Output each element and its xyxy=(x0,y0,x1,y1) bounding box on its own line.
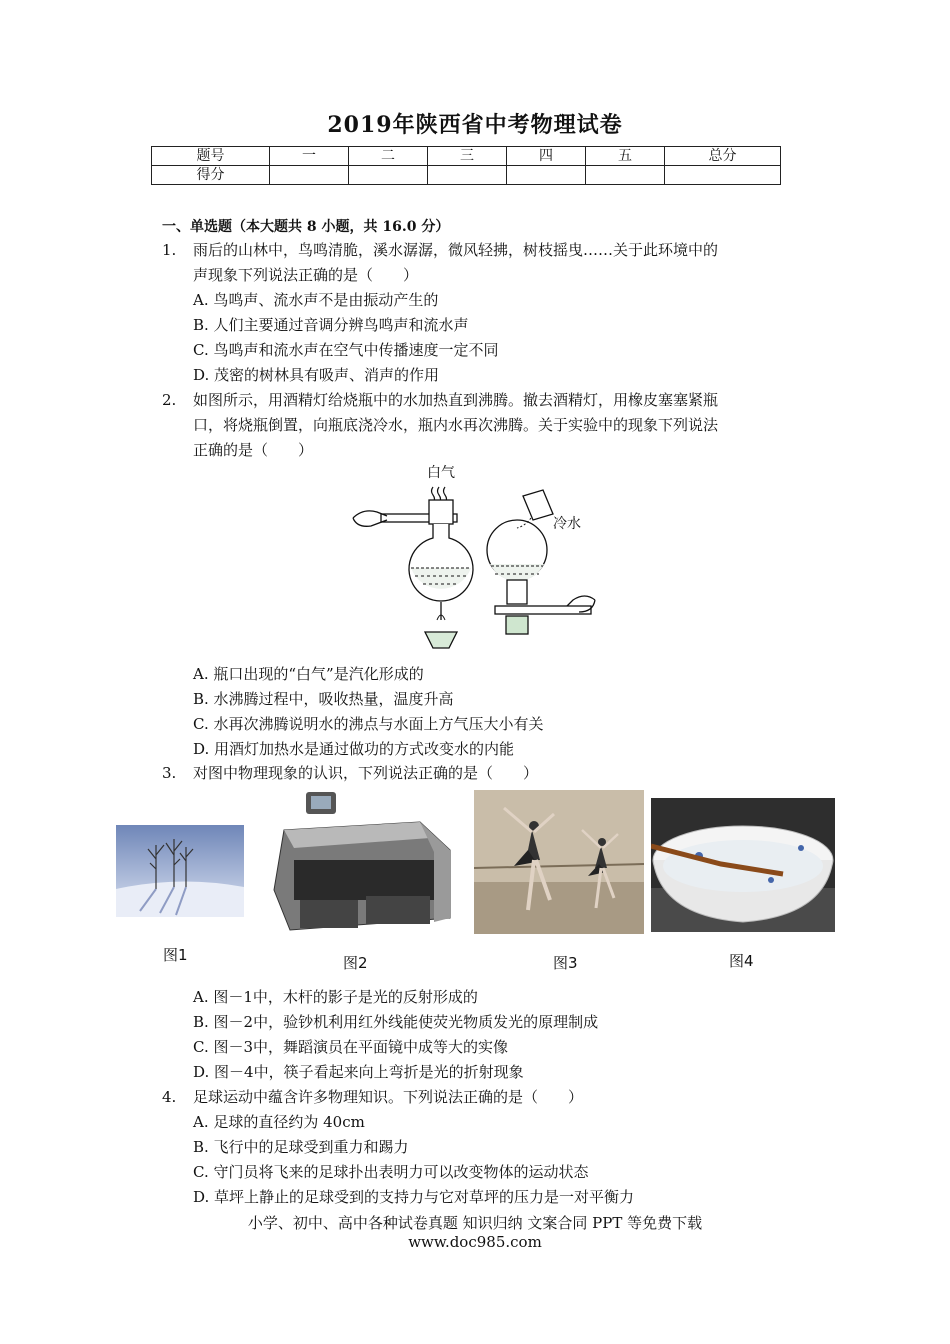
option-a: A. 鸟鸣声、流水声不是由振动产生的 xyxy=(193,291,439,309)
score-header-cell: 一 xyxy=(270,147,349,166)
question-number: 3. xyxy=(162,764,177,782)
figure-caption: 图3 xyxy=(553,954,578,972)
figure-caption: 图2 xyxy=(343,954,368,972)
hand-icon xyxy=(353,511,387,526)
score-header-cell: 总分 xyxy=(665,147,781,166)
option-d: D. 用酒灯加热水是通过做功的方式改变水的内能 xyxy=(193,740,515,758)
figure-caption: 图4 xyxy=(729,952,754,970)
flask-right-icon xyxy=(487,520,547,634)
score-header-cell: 五 xyxy=(586,147,665,166)
option-d: D. 草坪上静止的足球受到的支持力与它对草坪的压力是一对平衡力 xyxy=(193,1188,635,1206)
question-number: 1. xyxy=(162,241,177,259)
footer-text: 小学、初中、高中各种试卷真题 知识归纳 文案合同 PPT 等免费下载 xyxy=(247,1214,703,1232)
question-number: 4. xyxy=(162,1088,177,1106)
question-text-line: 声现象下列说法正确的是（ ） xyxy=(193,266,419,284)
flask-experiment-figure xyxy=(345,460,605,660)
option-b: B. 飞行中的足球受到重力和踢力 xyxy=(193,1138,409,1156)
flask-left-icon xyxy=(409,500,473,620)
score-cell xyxy=(428,166,507,185)
option-b: B. 人们主要通过音调分辨鸟鸣声和流水声 xyxy=(193,316,469,334)
score-header-cell: 四 xyxy=(507,147,586,166)
question-text-line: 如图所示，用酒精灯给烧瓶中的水加热直到沸腾。撤去酒精灯，用橡皮塞塞紧瓶 xyxy=(193,391,719,409)
score-header-row xyxy=(152,147,781,166)
score-cell xyxy=(270,166,349,185)
option-c: C. 图－3中，舞蹈演员在平面镜中成等大的实像 xyxy=(193,1038,509,1056)
score-cell xyxy=(349,166,428,185)
option-a: A. 瓶口出现的“白气”是汽化形成的 xyxy=(193,665,424,683)
option-c: C. 鸟鸣声和流水声在空气中传播速度一定不同 xyxy=(193,341,499,359)
question-text: 对图中物理现象的认识，下列说法正确的是（ ） xyxy=(193,764,539,782)
cold-water-label: 冷水 xyxy=(553,516,581,532)
figure-caption: 图1 xyxy=(163,946,188,964)
score-header-cell: 二 xyxy=(349,147,428,166)
footer-link[interactable]: www.doc985.com xyxy=(408,1233,542,1251)
score-cell xyxy=(586,166,665,185)
page-title: 2019年陕西省中考物理试卷 xyxy=(327,112,623,138)
figure-2-money-counter xyxy=(270,790,458,938)
clamp-right-icon xyxy=(495,606,591,614)
question-number: 2. xyxy=(162,391,177,409)
question-text: 足球运动中蕴含许多物理知识。下列说法正确的是（ ） xyxy=(193,1088,584,1106)
score-header-cell: 三 xyxy=(428,147,507,166)
score-cell xyxy=(665,166,781,185)
cup-icon xyxy=(523,490,553,520)
score-header-cell: 题号 xyxy=(152,147,270,166)
option-c: C. 守门员将飞来的足球扑出表明力可以改变物体的运动状态 xyxy=(193,1163,589,1181)
option-c: C. 水再次沸腾说明水的沸点与水面上方气压大小有关 xyxy=(193,715,544,733)
figure-3-dancers-mirror xyxy=(474,790,644,934)
figure-1-tree-shadow xyxy=(116,825,244,917)
option-d: D. 图－4中，筷子看起来向上弯折是光的折射现象 xyxy=(193,1063,524,1081)
option-d: D. 茂密的树林具有吸声、消声的作用 xyxy=(193,366,440,384)
option-a: A. 图－1中，木杆的影子是光的反射形成的 xyxy=(193,988,478,1006)
option-b: B. 图－2中，验钞机利用红外线能使荧光物质发光的原理制成 xyxy=(193,1013,599,1031)
question-text-line: 正确的是（ ） xyxy=(193,441,314,459)
score-table xyxy=(151,146,781,185)
figure-4-bowl-chopstick xyxy=(651,798,835,932)
score-row-label: 得分 xyxy=(152,166,270,185)
question-text xyxy=(193,238,783,288)
question-text-line: 雨后的山林中，鸟鸣清脆，溪水潺潺，微风轻拂，树枝摇曳……关于此环境中的 xyxy=(193,241,719,259)
steam-label: 白气 xyxy=(427,465,455,481)
question-text xyxy=(193,388,783,463)
option-a: A. 足球的直径约为 40cm xyxy=(193,1113,365,1131)
question-text-line: 口，将烧瓶倒置，向瓶底浇冷水，瓶内水再次沸腾。关于实验中的现象下列说法 xyxy=(193,416,719,434)
score-cell xyxy=(507,166,586,185)
option-b: B. 水沸腾过程中，吸收热量，温度升高 xyxy=(193,690,454,708)
section-heading: 一、单选题（本大题共 8 小题，共 16.0 分） xyxy=(162,219,450,235)
score-row xyxy=(152,166,781,185)
